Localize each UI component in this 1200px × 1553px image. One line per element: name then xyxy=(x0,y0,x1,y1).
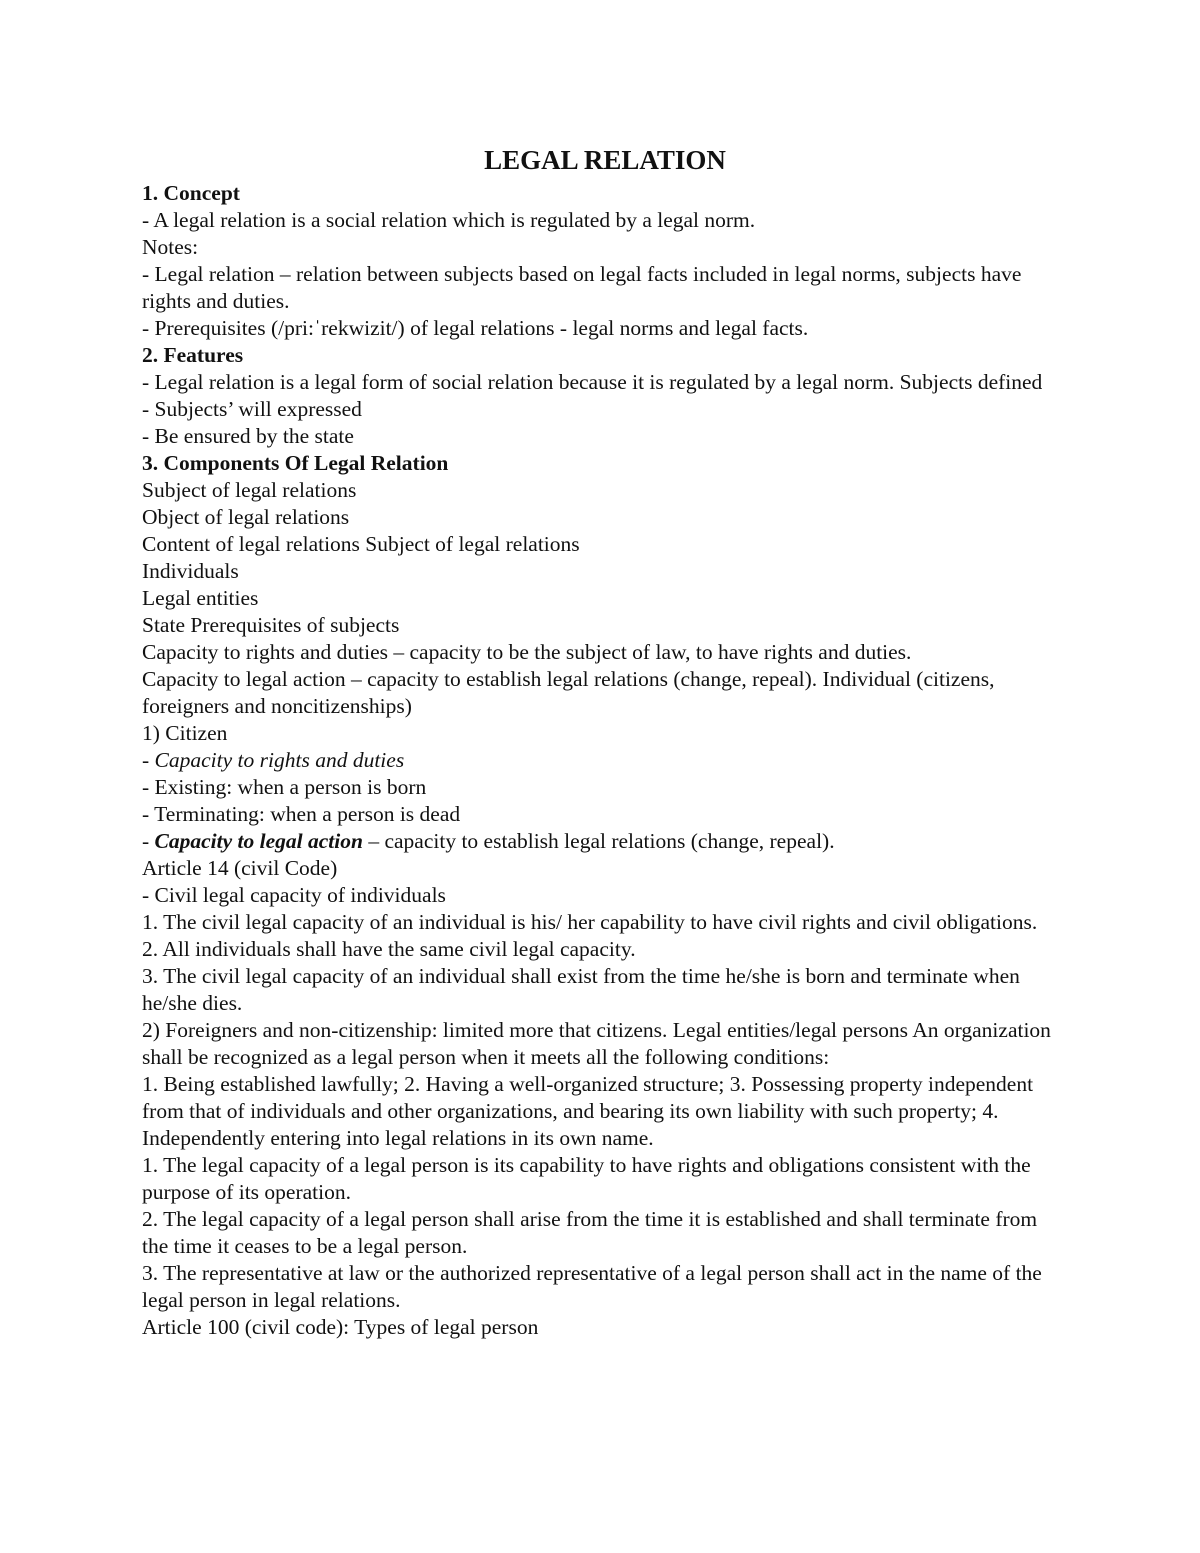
paragraph: State Prerequisites of subjects xyxy=(142,613,400,637)
dash-prefix: - xyxy=(142,748,155,772)
document-title: LEGAL RELATION xyxy=(484,145,726,175)
paragraph: 1. Being established lawfully; 2. Having a well-organized structure; 3. Possessing property independent from that of individuals and other organizations, and bearing its own liability with such property; 4. Independently entering into legal relations in its own name. xyxy=(142,1072,1034,1150)
paragraph: - Civil legal capacity of individuals xyxy=(142,883,446,907)
paragraph: Article 14 (civil Code) xyxy=(142,856,338,880)
paragraph: Capacity to rights and duties – capacity to be the subject of law, to have rights and duties. xyxy=(142,640,912,664)
paragraph: Subject of legal relations xyxy=(142,478,357,502)
paragraph: Capacity to legal action – capacity to establish legal relations (change, repeal). Individual (citizens, foreigners and noncitizenships) xyxy=(142,667,995,718)
paragraph: Legal entities xyxy=(142,586,259,610)
paragraph: - Legal relation – relation between subjects based on legal facts included in legal norms, subjects have rights and duties. xyxy=(142,262,1022,313)
paragraph: - Terminating: when a person is dead xyxy=(142,802,461,826)
section-heading-components: 3. Components Of Legal Relation xyxy=(142,451,449,475)
bold-italic-phrase: Capacity to legal action xyxy=(154,829,363,853)
paragraph: 1. The civil legal capacity of an individual is his/ her capability to have civil rights and civil obligations. xyxy=(142,910,1038,934)
paragraph: Content of legal relations Subject of legal relations xyxy=(142,532,580,556)
paragraph: - A legal relation is a social relation which is regulated by a legal norm. xyxy=(142,208,756,232)
section-heading-concept: 1. Concept xyxy=(142,181,240,205)
paragraph: 3. The civil legal capacity of an individual shall exist from the time he/she is born and terminate when he/she dies. xyxy=(142,964,1020,1015)
paragraph: 3. The representative at law or the authorized representative of a legal person shall act in the name of the legal person in legal relations. xyxy=(142,1261,1042,1312)
paragraph: Notes: xyxy=(142,235,199,259)
paragraph: 1. The legal capacity of a legal person is its capability to have rights and obligations consistent with the purpose of its operation. xyxy=(142,1153,1031,1204)
paragraph: 2) Foreigners and non-citizenship: limited more that citizens. Legal entities/legal persons An organization shall be recognized as a legal person when it meets all the following conditions: xyxy=(142,1018,1051,1069)
paragraph: - Legal relation is a legal form of social relation because it is regulated by a legal norm. Subjects defined xyxy=(142,370,1043,394)
paragraph: Object of legal relations xyxy=(142,505,350,529)
paragraph: Article 100 (civil code): Types of legal person xyxy=(142,1315,539,1339)
paragraph: 2. The legal capacity of a legal person shall arise from the time it is established and shall terminate from the time it ceases to be a legal person. xyxy=(142,1207,1038,1258)
paragraph: - Prerequisites (/pri:ˈrekwizit/) of legal relations - legal norms and legal facts. xyxy=(142,316,809,340)
paragraph: Individuals xyxy=(142,559,239,583)
paragraph: - Existing: when a person is born xyxy=(142,775,427,799)
phrase-rest: – capacity to establish legal relations (change, repeal). xyxy=(362,829,835,853)
paragraph: 2. All individuals shall have the same civil legal capacity. xyxy=(142,937,636,961)
paragraph-bold-italic xyxy=(142,828,1062,855)
paragraph: 1) Citizen xyxy=(142,721,228,745)
dash-prefix: - xyxy=(142,829,155,853)
section-heading-features: 2. Features xyxy=(142,343,244,367)
paragraph: - Be ensured by the state xyxy=(142,424,354,448)
paragraph-italic xyxy=(142,747,1062,774)
document-page xyxy=(142,140,1062,1341)
paragraph: - Subjects’ will expressed xyxy=(142,397,362,421)
italic-phrase: Capacity to rights and duties xyxy=(154,748,405,772)
